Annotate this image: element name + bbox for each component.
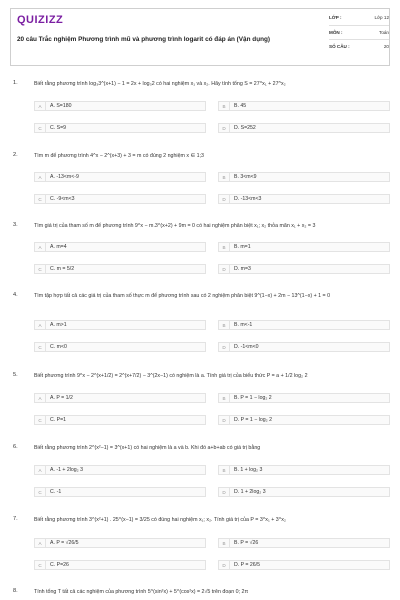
option-b[interactable] [218, 101, 390, 111]
option-c[interactable] [34, 487, 206, 497]
meta-row-subject [329, 26, 389, 41]
question-text: Biết phương trình 9^x − 2^(x+1/2) = 2^(x+7/2) − 3^(2x−1) có nghiệm là a. Tính giá trị của biểu thức P = a + 1/2 log₂ 2 [34, 373, 308, 379]
option-letter: C [35, 488, 46, 496]
option-a[interactable] [34, 320, 206, 330]
option-text: D. 1 + 2log₂ 3 [234, 489, 266, 495]
option-text: C. m = 5/2 [50, 266, 75, 272]
option-c[interactable] [34, 560, 206, 570]
option-letter: D [219, 195, 230, 203]
option-letter: B [219, 321, 230, 329]
option-text: D. P = 1 − log₂ 2 [234, 417, 272, 423]
question-number: 7. [13, 516, 18, 522]
option-text: B. 45 [234, 103, 247, 109]
meta-row-class [329, 11, 389, 26]
option-text: D. -13<m<3 [234, 196, 262, 202]
option-b[interactable] [218, 538, 390, 548]
option-text: A. m=4 [50, 244, 67, 250]
question-text: Biết rằng phương trình log₃3^(x+1) − 1 = 2x + log₃2 có hai nghiệm x₁ và x₂. Hãy tính tổng S = 27^x₁ + 27^x₂ [34, 81, 286, 87]
option-letter: A [35, 173, 46, 181]
meta-info [329, 11, 389, 54]
option-letter: D [219, 561, 230, 569]
quizizz-logo: QUIZIZZ [17, 14, 64, 26]
option-c[interactable] [34, 123, 206, 133]
option-text: B. 1 + log₂ 3 [234, 467, 263, 473]
option-b[interactable] [218, 320, 390, 330]
option-text: C. P=1 [50, 417, 67, 423]
option-text: B. m<-1 [234, 322, 253, 328]
meta-label: MÔN : [329, 29, 343, 35]
meta-row-count [329, 40, 389, 54]
option-a[interactable] [34, 172, 206, 182]
meta-label: LỚP : [329, 15, 342, 21]
document-title: 20 câu Trắc nghiệm Phương trình mũ và phương trình logarit có đáp án (Vận dụng) [17, 36, 271, 43]
option-letter: B [219, 394, 230, 402]
question-number: 4. [13, 292, 18, 298]
option-d[interactable] [218, 123, 390, 133]
option-letter: D [219, 488, 230, 496]
option-text: A. S=180 [50, 103, 72, 109]
option-text: A. -13<m<-9 [50, 174, 79, 180]
option-text: C. m<0 [50, 344, 67, 350]
option-letter: A [35, 539, 46, 547]
option-d[interactable] [218, 487, 390, 497]
question-number: 2. [13, 152, 18, 158]
option-a[interactable] [34, 393, 206, 403]
option-letter: A [35, 102, 46, 110]
option-a[interactable] [34, 538, 206, 548]
option-letter: B [219, 102, 230, 110]
option-c[interactable] [34, 194, 206, 204]
option-letter: C [35, 343, 46, 351]
option-letter: C [35, 265, 46, 273]
option-letter: B [219, 539, 230, 547]
option-text: B. P = 1 − log₂ 2 [234, 395, 272, 401]
option-c[interactable] [34, 264, 206, 274]
question-number: 1. [13, 80, 18, 86]
option-b[interactable] [218, 393, 390, 403]
option-text: C. P=26 [50, 562, 69, 568]
option-letter: A [35, 466, 46, 474]
option-letter: D [219, 343, 230, 351]
question-number: 6. [13, 444, 18, 450]
option-text: D. m=3 [234, 266, 251, 272]
option-letter: A [35, 243, 46, 251]
option-a[interactable] [34, 101, 206, 111]
option-text: C. -9<m<3 [50, 196, 75, 202]
option-letter: B [219, 243, 230, 251]
option-text: A. P = 1/2 [50, 395, 73, 401]
option-letter: C [35, 124, 46, 132]
option-d[interactable] [218, 342, 390, 352]
question-text: Tìm giá trị của tham số m để phương trình 9^x − m.3^(x+2) + 9m = 0 có hai nghiệm phân biệt x₁; x₂ thỏa mãn x₁ + x₂ = 3 [34, 223, 316, 229]
option-letter: D [219, 416, 230, 424]
meta-value: 20 [383, 44, 389, 50]
option-letter: B [219, 466, 230, 474]
document-header [10, 8, 390, 66]
option-letter: D [219, 265, 230, 273]
option-c[interactable] [34, 415, 206, 425]
option-letter: C [35, 195, 46, 203]
option-letter: B [219, 173, 230, 181]
meta-value: Lớp 12 [374, 15, 389, 21]
option-d[interactable] [218, 560, 390, 570]
question-number: 3. [13, 222, 18, 228]
question-text: Tìm m để phương trình 4^x − 2^(x+3) + 3 = m có đúng 2 nghiệm x ∈ 1;3 [34, 153, 205, 159]
option-d[interactable] [218, 415, 390, 425]
option-letter: D [219, 124, 230, 132]
option-text: B. 3<m<9 [234, 174, 257, 180]
option-c[interactable] [34, 342, 206, 352]
meta-label: SỐ CÂU : [329, 44, 350, 50]
meta-value: Toán [379, 29, 389, 35]
question-text: Biết rằng phương trình 2^(x²−1) = 3^(x+1) có hai nghiệm là a và b. Khi đó a+b+ab có giá trị bằng [34, 445, 261, 451]
option-letter: C [35, 416, 46, 424]
option-a[interactable] [34, 242, 206, 252]
option-text: A. -1 + 2log₂ 3 [50, 467, 84, 473]
option-text: B. m=1 [234, 244, 251, 250]
option-b[interactable] [218, 465, 390, 475]
question-text: Tìm tập hợp tất cả các giá trị của tham số thực m để phương trình sau có 2 nghiệm phân biệt 9^(1−x) + 2m − 13^(1−x) + 1 = 0 [34, 293, 331, 299]
option-d[interactable] [218, 264, 390, 274]
question-text: Tính tổng T tất cả các nghiệm của phương trình 5^(sin²x) + 5^(cos²x) = 2√5 trên đoạn 0; 2π [34, 589, 249, 595]
option-text: C. -1 [50, 489, 62, 495]
option-text: D. S=252 [234, 125, 256, 131]
question-number: 5. [13, 372, 18, 378]
question-number: 8. [13, 588, 18, 594]
option-letter: C [35, 561, 46, 569]
option-text: D. -1<m<0 [234, 344, 259, 350]
option-text: B. P = √26 [234, 540, 259, 546]
option-letter: A [35, 321, 46, 329]
option-text: D. P = 26/5 [234, 562, 261, 568]
option-text: A. P = √26/5 [50, 540, 79, 546]
option-d[interactable] [218, 194, 390, 204]
option-letter: A [35, 394, 46, 402]
question-text: Biết rằng phương trình 3^(x²+1) . 25^(x−1) = 3/25 có đúng hai nghiệm x₁; x₂. Tính giá trị của P = 3^x₁ + 3^x₂ [34, 517, 286, 523]
option-b[interactable] [218, 242, 390, 252]
option-b[interactable] [218, 172, 390, 182]
option-text: C. S=9 [50, 125, 67, 131]
option-text: A. m>1 [50, 322, 67, 328]
option-a[interactable] [34, 465, 206, 475]
